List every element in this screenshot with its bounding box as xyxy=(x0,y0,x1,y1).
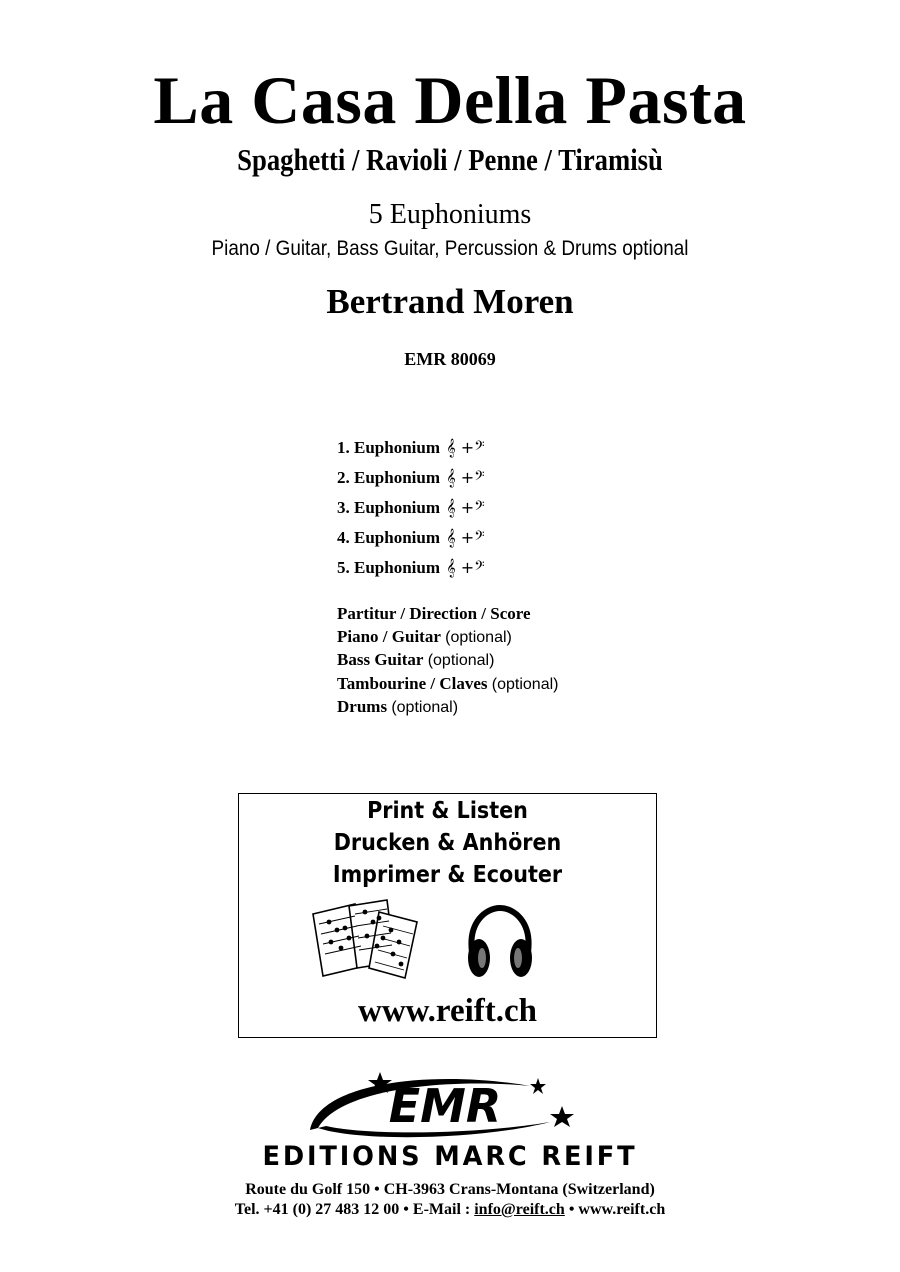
part-label: 5. Euphonium xyxy=(337,558,440,577)
instrumentation: 5 Euphoniums xyxy=(368,199,532,230)
part-item xyxy=(337,526,597,556)
part-item xyxy=(337,496,597,526)
item-label: Tambourine / Claves xyxy=(337,673,488,693)
list-item xyxy=(337,696,737,720)
part-label: 1. Euphonium xyxy=(337,438,440,457)
sheet-music-icon xyxy=(309,898,427,980)
optional-note: (optional) xyxy=(391,699,459,716)
publisher-name: EDITIONS MARC REIFT xyxy=(262,1141,638,1172)
item-label: Piano / Guitar xyxy=(337,626,441,646)
optional-note: (optional) xyxy=(427,652,495,669)
composer-name: Bertrand Moren xyxy=(326,282,574,321)
promo-line-english: Print & Listen xyxy=(367,798,528,824)
item-label: Drums xyxy=(337,697,388,716)
print-listen-box xyxy=(238,793,657,1038)
promo-line-french: Imprimer & Ecouter xyxy=(332,862,563,888)
part-label: 3. Euphonium xyxy=(337,498,440,517)
item-label: Bass Guitar xyxy=(337,650,424,669)
promo-line-german: Drucken & Anhören xyxy=(333,830,562,856)
list-item xyxy=(337,649,737,673)
publisher-address: Route du Golf 150 • CH-3963 Crans-Montana (Switzerland) xyxy=(245,1181,655,1198)
clef-icon: 𝄞 +𝄢 xyxy=(446,468,485,487)
page-title: La Casa Della Pasta xyxy=(153,62,747,138)
part-label: 2. Euphonium xyxy=(337,468,440,487)
list-item xyxy=(337,603,737,626)
publisher-contact xyxy=(0,1200,900,1220)
parts-list xyxy=(337,436,597,586)
clef-icon: 𝄞 +𝄢 xyxy=(446,558,485,577)
score-parts-list xyxy=(337,603,737,720)
clef-icon: 𝄞 +𝄢 xyxy=(446,528,485,547)
part-item xyxy=(337,556,597,586)
contact-website: • www.reift.ch xyxy=(564,1201,666,1218)
list-item xyxy=(337,673,737,697)
clef-icon: 𝄞 +𝄢 xyxy=(446,498,485,517)
headphones-icon xyxy=(464,904,536,982)
optional-instruments: Piano / Guitar, Bass Guitar, Percussion & Drums optional xyxy=(211,237,689,260)
part-item xyxy=(337,466,597,496)
part-label: 4. Euphonium xyxy=(337,528,440,547)
clef-icon: 𝄞 +𝄢 xyxy=(446,438,485,457)
contact-phone: Tel. +41 (0) 27 483 12 00 • E-Mail : xyxy=(234,1201,475,1218)
subtitle: Spaghetti / Ravioli / Penne / Tiramisù xyxy=(237,142,663,177)
emr-logo xyxy=(300,1070,590,1144)
promo-website: www.reift.ch xyxy=(357,993,538,1029)
optional-note: (optional) xyxy=(445,628,512,646)
catalog-number: EMR 80069 xyxy=(404,349,496,369)
list-item xyxy=(337,626,737,650)
emr-logo-text: EMR xyxy=(388,1079,502,1133)
email-link[interactable]: info@reift.ch xyxy=(474,1201,565,1218)
item-label: Partitur / Direction / Score xyxy=(337,604,531,623)
optional-note: (optional) xyxy=(491,675,559,693)
part-item xyxy=(337,436,597,466)
